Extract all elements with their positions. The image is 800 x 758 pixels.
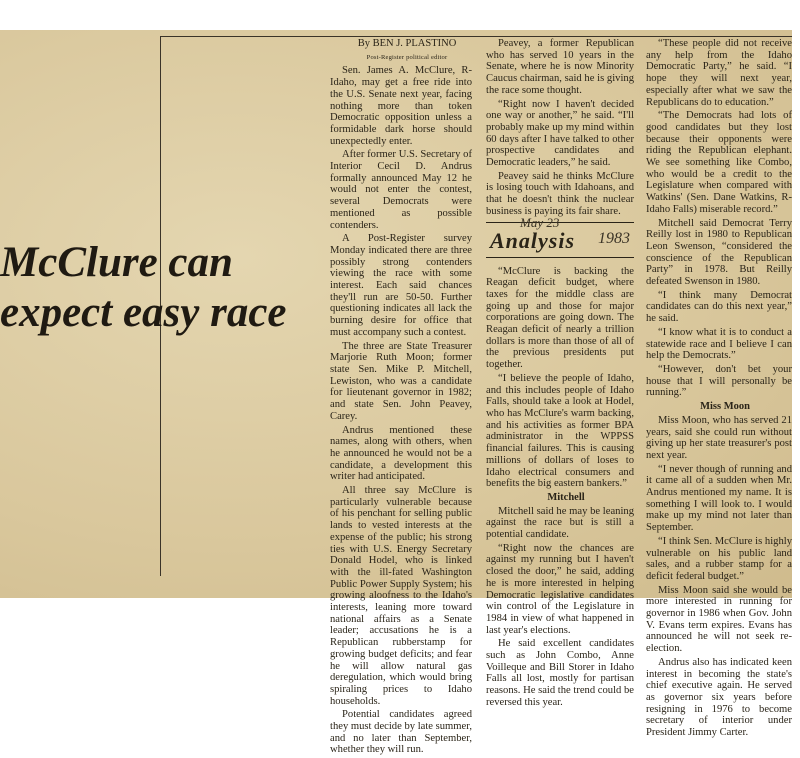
handwritten-date: May 23	[520, 214, 560, 230]
paragraph: Miss Moon, who has served 21 years, said she could run without giving up her state treasurer's post next year.	[646, 414, 792, 461]
paragraph: “I think many Democrat candidates can do this next year,” he said.	[646, 289, 792, 325]
paragraph: “The Democrats had lots of good candidates but they lost because their opponents were riding the Republican elephant. We see something like Combo, who would be a credit to the Legislature when compared with Watkins' (Sen. Dane Watkins, R-Idaho Falls) miserable record.”	[646, 110, 792, 215]
paragraph: Andrus mentioned these names, along with others, when he announced he would not be a candidate, a development this writer had anticipated.	[330, 424, 472, 483]
column-2-bottom-body	[486, 266, 634, 490]
column-3-moon-body	[646, 415, 792, 739]
paragraph: Peavey, a former Republican who has served 10 years in the Senate, where he is now Minority Caucus chairman, said he is giving the race some thought.	[486, 38, 634, 96]
paragraph: “However, don't bet your house that I will personally be running.”	[646, 363, 792, 399]
paragraph: “I think Sen. McClure is highly vulnerable on his public land sales, and a rubber stamp for a deficit federal budget.”	[646, 535, 792, 582]
top-rule	[160, 36, 792, 37]
analysis-label: Analysis	[490, 227, 576, 253]
byline-credit: Post-Register political editor	[366, 53, 448, 61]
column-2-mitchell-body	[486, 506, 634, 709]
paragraph: All three say McClure is particularly vulnerable because of his penchant for selling public lands to vested interests at the expense of the public; his strong ties with U.S. Energy Secretary Donald Hodel, who is linked with the ill-fated Washington Public Power Supply System; his growing aloofness to the Idaho's interests, leaning more toward national affairs as a Senate leader; accusations he is a Republican rubberstamp for growing budget deficits; and fear he will allow natural gas deregulation, which would bring spiraling prices to Idaho households.	[330, 485, 472, 707]
paragraph: “I know what it is to conduct a statewide race and I believe I can help the Democrats.”	[646, 326, 792, 362]
column-3-top-body	[646, 38, 792, 399]
paragraph: He said excellent candidates such as John Combo, Anne Voilleque and Bill Storer in Idaho Falls all lost, mostly for partisan reasons. He said the trend could be reversed this year.	[486, 638, 634, 708]
paragraph: After former U.S. Secretary of Interior Cecil D. Andrus formally announced May 12 he would not enter the contest, several Democrats were mentioned as possible contenders.	[330, 149, 472, 231]
paragraph: “I never though of running and it came all of a sudden when Mr. Andrus mentioned my name. It is something I will look to. I would make up my mind not later than September.	[646, 463, 792, 534]
article-column-3	[646, 38, 792, 741]
column-1-body	[330, 65, 472, 756]
paragraph: “McClure is backing the Reagan deficit budget, where taxes for the middle class are going up and those for major corporations are going down. The Reagan deficit of nearly a trillion dollars is more than those of all of the previous presidents put together.	[486, 265, 634, 371]
subhead-moon: Miss Moon	[700, 401, 750, 413]
paragraph: Potential candidates agreed they must decide by late summer, and no later than September, whether they will run.	[330, 709, 472, 756]
article-column-1	[330, 38, 472, 758]
column-2-top-body	[486, 38, 634, 218]
paragraph: Sen. James A. McClure, R-Idaho, may get a free ride into the U.S. Senate next year, facing nothing more than token Democratic opposition unless a formidable dark horse should unexpectedly enter.	[330, 65, 472, 147]
byline: By BEN J. PLASTINO	[357, 38, 457, 49]
paragraph: A Post-Register survey Monday indicated there are three possibly strong contenders viewing the race with some interest. Each said chances they'll run are 50-50. Further questioning indicates all lack the burning desire for office that must accompany such a contest.	[330, 233, 472, 338]
paragraph: Mitchell said he may be leaning against the race but is still a potential candidate.	[486, 505, 634, 541]
subhead-mitchell: Mitchell	[547, 491, 585, 503]
paragraph: The three are State Treasurer Marjorie Ruth Moon; former state Sen. Mike P. Mitchell, Lewiston, who was a candidate for lieutenant governor in 1982; and state Sen. John Peavey, Carey.	[330, 340, 472, 422]
paragraph: “Right now I haven't decided one way or another,” he said. “I'll probably make up my mind within 60 days after I have talked to other prospective candidates and Democratic leaders,” he said.	[486, 98, 634, 169]
paragraph: “I believe the people of Idaho, and this includes people of Idaho Falls, should take a look at Hodel, who has McClure's warm backing, and his activities as former BPA administrator in the WPPSS financial failures. This is causing millions of dollars of loses to Idaho electrical consumers and benefits the big eastern bankers.”	[486, 372, 634, 490]
paragraph: Andrus also has indicated keen interest in becoming the state's chief executive again. He served as governor six years before resigning in 1976 to become secretary of interior under President Jimmy Carter.	[646, 656, 792, 739]
analysis-box	[486, 214, 634, 258]
article-column-2	[486, 38, 634, 711]
paragraph: Peavey said he thinks McClure is losing touch with Idahoans, and that he doesn't think the nuclear business is paying its fair share.	[486, 170, 634, 217]
headline: McClure can expect easy race	[0, 239, 287, 336]
handwritten-year: 1983	[598, 229, 630, 247]
paragraph: “Right now the chances are against my running but I haven't closed the door,” he said, adding he is more interested in helping Democratic legislative candidates win control of the Legislature in 1984 in view of what happened in last year's elections.	[486, 542, 634, 636]
paragraph: Mitchell said Democrat Terry Reilly lost in 1980 to Republican Leon Swenson, “considered the conscience of the Republican Party” in 1978. But Reilly defeated Swenson in 1980.	[646, 217, 792, 288]
paragraph: Miss Moon said she would be more interested in running for governor in 1986 when Gov. John V. Evans term expires. Evans has announced he will not seek re-election.	[646, 584, 792, 655]
paragraph: “These people did not receive any help from the Idaho Democratic Party,” he said. “I hope they will next year, especially after what we saw the Republicans do to education.”	[646, 38, 792, 108]
